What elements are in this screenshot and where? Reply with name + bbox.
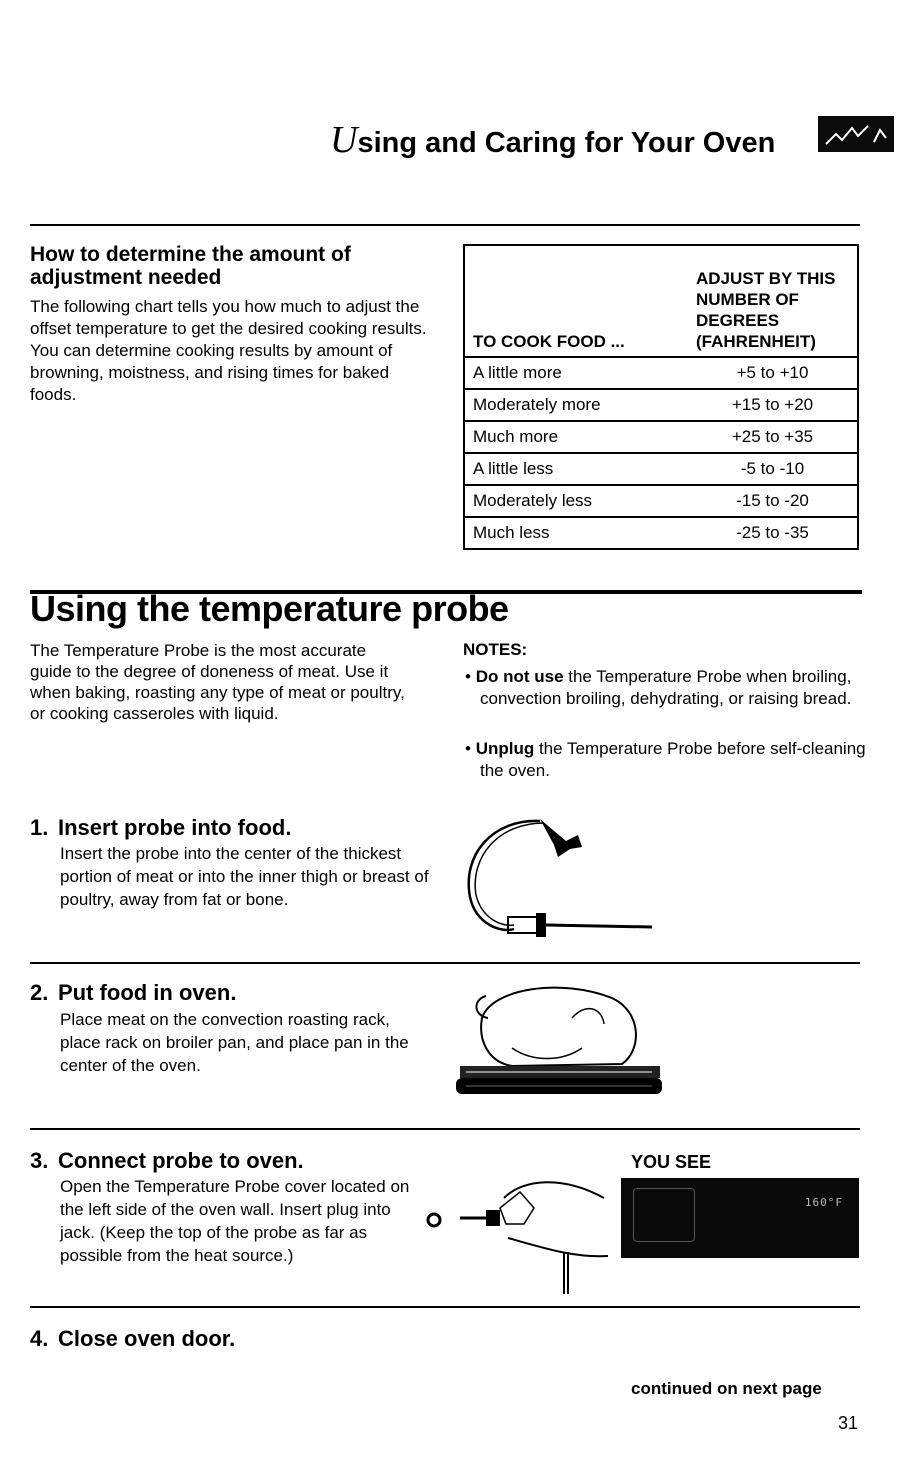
step-3-body: Open the Temperature Probe cover located on the left side of the oven wall. Insert plug into jack. (Keep the top of the probe as far as possible from the heat source.) [60, 1177, 410, 1265]
display-readout: 160°F [804, 1196, 843, 1209]
header-title-initial: U [330, 119, 358, 161]
poultry-on-rack-illustration [452, 978, 667, 1113]
oven-display-panel [621, 1178, 859, 1258]
note-emphasis: Do not use [475, 667, 564, 686]
step-rule [30, 1306, 860, 1308]
step-title-text: Connect probe to oven. [58, 1148, 304, 1173]
table-row [464, 453, 858, 485]
table-cell-food: Moderately less [464, 485, 696, 517]
step-title-text: Put food in oven. [58, 980, 237, 1005]
table-row [464, 421, 858, 453]
table-cell-degrees: -5 to -10 [696, 453, 858, 485]
step-title-text: Insert probe into food. [58, 815, 292, 840]
step-number: 3. [30, 1148, 49, 1173]
table-cell-food: Much less [464, 517, 696, 549]
display-window [633, 1188, 695, 1242]
step-rule [30, 962, 860, 964]
step-1-body: Insert the probe into the center of the thickest portion of meat or into the inner thigh or breast of poultry, away from fat or bone. [60, 844, 429, 909]
step-title-text: Close oven door. [58, 1326, 236, 1351]
table-cell-degrees: -25 to -35 [696, 517, 858, 549]
probe-heading: Using the temperature probe [30, 588, 509, 629]
table-header-food: TO COOK FOOD ... [464, 245, 696, 357]
table-row [464, 357, 858, 389]
step-rule [30, 1128, 860, 1130]
table-cell-food: Much more [464, 421, 696, 453]
oven-section-icon [818, 116, 894, 152]
step-4-title [30, 1326, 235, 1352]
table-row [464, 389, 858, 421]
note-emphasis: Unplug [475, 739, 535, 758]
table-row [464, 517, 858, 549]
step-number: 1. [30, 815, 49, 840]
you-see-label: YOU SEE [631, 1152, 712, 1172]
adjustment-heading: How to determine the amount of adjustment needed [30, 243, 351, 289]
connect-probe-illustration [424, 1168, 614, 1303]
header-title-text: sing and Caring for Your Oven [357, 127, 776, 159]
table-cell-food: A little more [464, 357, 696, 389]
step-2-title [30, 980, 236, 1006]
table-cell-degrees: +5 to +10 [696, 357, 858, 389]
note-text: the Temperature Probe before self-cleaning the oven. [480, 739, 866, 780]
table-cell-degrees: +25 to +35 [696, 421, 858, 453]
header-rule [30, 224, 860, 226]
table-header-row [464, 245, 858, 357]
adjustment-table [463, 244, 859, 550]
page-header-title [330, 118, 775, 162]
notes-title: NOTES: [463, 640, 528, 659]
note-item: • Do not use the Temperature Probe when broiling, convection broiling, dehydrating, or raising bread. [465, 667, 852, 708]
step-2-body: Place meat on the convection roasting rack, place rack on broiler pan, and place pan in the center of the oven. [60, 1010, 409, 1075]
table-row [464, 485, 858, 517]
probe-intro: The Temperature Probe is the most accurate guide to the degree of doneness of meat. Use it when baking, roasting any type of meat or poultry, or cooking casseroles with liquid. [30, 641, 405, 723]
step-3-title [30, 1148, 304, 1174]
table-cell-degrees: -15 to -20 [696, 485, 858, 517]
table-header-adjust: ADJUST BY THIS NUMBER OF DEGREES (FAHRENHEIT) [696, 245, 858, 357]
note-text: the Temperature Probe when broiling, convection broiling, dehydrating, or raising bread. [480, 667, 852, 708]
temperature-probe-illustration [462, 815, 662, 948]
step-number: 4. [30, 1326, 49, 1351]
table-cell-food: A little less [464, 453, 696, 485]
step-number: 2. [30, 980, 49, 1005]
table-cell-degrees: +15 to +20 [696, 389, 858, 421]
adjustment-body: The following chart tells you how much to adjust the offset temperature to get the desired cooking results. You can determine cooking results by amount of browning, moistness, and rising times for baked foods. [30, 297, 427, 404]
table-cell-food: Moderately more [464, 389, 696, 421]
step-1-title [30, 815, 291, 841]
note-item: • Unplug the Temperature Probe before self-cleaning the oven. [465, 739, 866, 780]
page-number: 31 [838, 1413, 859, 1433]
continued-note: continued on next page [631, 1379, 822, 1398]
